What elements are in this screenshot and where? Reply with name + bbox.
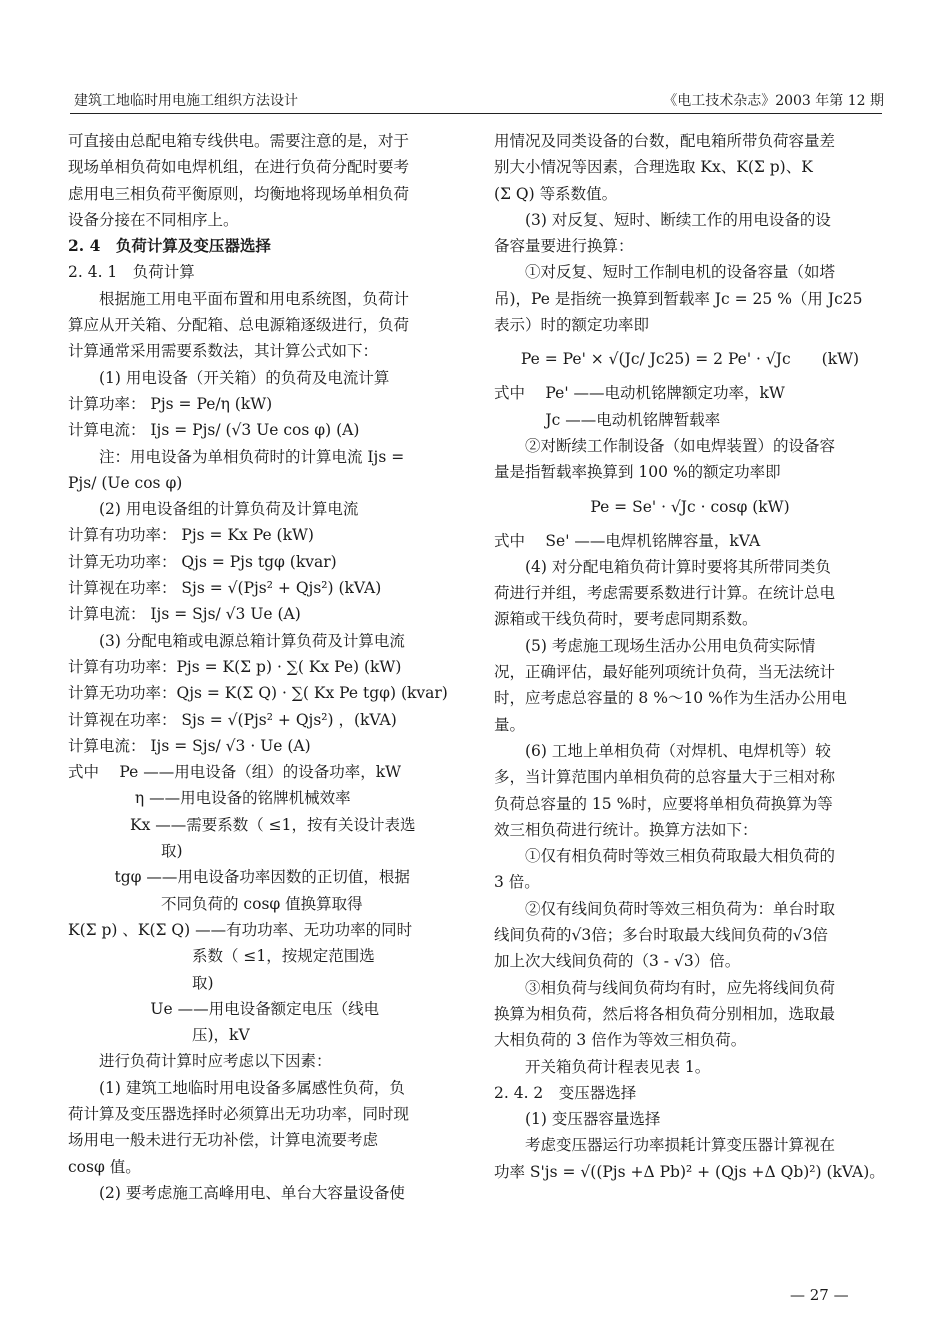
text-line: K(Σ p) 、K(Σ Q) ——有功功率、无功功率的同时 [68, 920, 413, 939]
text-line: (Σ Q) 等系数值。 [494, 184, 618, 203]
text-line: ③相负荷与线间负荷均有时，应先将线间负荷 [494, 978, 836, 997]
text-line: 2. 4 负荷计算及变压器选择 [68, 236, 271, 256]
text-line: 虑用电三相负荷平衡原则，均衡地将现场单相负荷 [68, 184, 410, 203]
text-line: 3 倍。 [494, 873, 540, 892]
text-line: 荷计算及变压器选择时必须算出无功功率，同时现 [68, 1104, 410, 1123]
text-line: 计算无功功率：Qjs = K(Σ Q) · ∑( Kx Pe tgφ) (kvar) [68, 684, 448, 703]
text-line: Pe = Se' · √Jc · cosφ (kW) [590, 497, 790, 516]
text-line: 根据施工用电平面布置和用电系统图，负荷计 [68, 289, 410, 308]
right-column [494, 128, 886, 1185]
text-line: 量是指暂载率换算到 100 %的额定功率即 [494, 463, 781, 482]
text-line: 效三相负荷进行统计。换算方法如下： [494, 820, 758, 839]
text-line: (1) 变压器容量选择 [494, 1110, 661, 1129]
text-line: 式中 Se' ——电焊机铭牌容量，kVA [494, 531, 761, 550]
text-line: (3) 分配电箱或电源总箱计算负荷及计算电流 [68, 631, 405, 650]
text-line: 现场单相负荷如电焊机组，在进行负荷分配时要考 [68, 158, 410, 177]
text-line: ①对反复、短时工作制电机的设备容量（如塔 [494, 263, 836, 282]
text-line: 设备分接在不同相序上。 [68, 210, 239, 229]
text-line: 别大小情况等因素，合理选取 Kx、K(Σ p)、K [494, 158, 813, 177]
text-line: 源箱或干线负荷时，要考虑同期系数。 [494, 610, 758, 629]
text-line: 计算视在功率： Sjs = √(Pjs² + Qjs²) ，(kVA) [68, 710, 397, 729]
text-line: 计算功率： Pjs = Pe/η (kW) [68, 394, 273, 413]
text-line: 计算无功功率： Qjs = Pjs tgφ (kvar) [68, 552, 337, 571]
text-line: 大相负荷的 3 倍作为等效三相负荷。 [494, 1031, 747, 1050]
left-column [68, 128, 460, 1206]
text-line: Pe = Pe' × √(Jc/ Jc25) = 2 Pe' · √Jc (kW) [520, 350, 860, 369]
text-line: 压)，kV [68, 1026, 250, 1045]
text-line: 2. 4. 2 变压器选择 [494, 1083, 637, 1102]
text-line: 吊)，Pe 是指统一换算到暂载率 Jc = 25 %（用 Jc25 [494, 289, 863, 308]
text-line: 计算有功功率： Pjs = Kx Pe (kW) [68, 526, 314, 545]
text-line: 况，正确评估，最好能列项统计负荷，当无法统计 [494, 663, 836, 682]
text-line: 考虑变压器运行功率损耗计算变压器计算视在 [494, 1136, 836, 1155]
text-line: 线间负荷的√3倍；多台时取最大线间负荷的√3倍 [494, 926, 828, 945]
text-line: 计算有功功率：Pjs = K(Σ p) · ∑( Kx Pe) (kW) [68, 657, 402, 676]
text-line: (1) 建筑工地临时用电设备多属感性负荷，负 [68, 1078, 405, 1097]
text-line: 场用电一般未进行无功补偿，计算电流要考虑 [68, 1131, 379, 1150]
text-line: tgφ ——用电设备功率因数的正切值，根据 [68, 868, 410, 887]
text-line: η ——用电设备的铭牌机械效率 [68, 789, 351, 808]
text-line: 计算电流： Ijs = Sjs/ √3 · Ue (A) [68, 736, 311, 755]
text-line: (3) 对反复、短时、断续工作的用电设备的设 [494, 210, 831, 229]
text-line: 开关箱负荷计程表见表 1。 [494, 1057, 711, 1076]
text-line: 系数（ ≤1，按规定范围选 [68, 947, 375, 966]
text-line: 取) [68, 842, 183, 861]
text-line: Pjs/ (Ue cos φ) [68, 473, 183, 492]
text-line: (4) 对分配电箱负荷计算时要将其所带同类负 [494, 557, 831, 576]
text-line: 进行负荷计算时应考虑以下因素： [68, 1052, 332, 1071]
text-line: Jc ——电动机铭牌暂载率 [494, 410, 721, 429]
text-line: 量。 [494, 715, 526, 734]
text-line: 算应从开关箱、分配箱、总电源箱逐级进行，负荷 [68, 316, 410, 335]
text-line: Ue ——用电设备额定电压（线电 [68, 999, 380, 1018]
text-line: 计算视在功率： Sjs = √(Pjs² + Qjs²) (kVA) [68, 579, 382, 598]
text-line: cosφ 值。 [68, 1157, 141, 1176]
text-line: (6) 工地上单相负荷（对焊机、电焊机等）较 [494, 741, 831, 760]
header-rule [70, 113, 882, 114]
text-line: 功率 S'js = √((Pjs +Δ Pb)² + (Qjs +Δ Qb)²) (kVA)。 [494, 1162, 885, 1181]
text-line: 荷进行并组，考虑需要系数进行计算。在统计总电 [494, 584, 836, 603]
text-line: 计算电流： Ijs = Sjs/ √3 Ue (A) [68, 605, 301, 624]
text-line: 式中 Pe' ——电动机铭牌额定功率，kW [494, 384, 785, 403]
text-line: 2. 4. 1 负荷计算 [68, 263, 195, 282]
text-line: Kx ——需要系数（ ≤1，按有关设计表选 [68, 815, 416, 834]
text-line: 表示）时的额定功率即 [494, 316, 650, 335]
text-line: 加上次大线间负荷的（3 - √3）倍。 [494, 952, 741, 971]
text-line: (2) 用电设备组的计算负荷及计算电流 [68, 500, 359, 519]
text-line: (2) 要考虑施工高峰用电、单台大容量设备使 [68, 1183, 405, 1202]
text-line: 时，应考虑总容量的 8 %～10 %作为生活办公用电 [494, 689, 847, 708]
text-line: 换算为相负荷，然后将各相负荷分别相加，选取最 [494, 1004, 836, 1023]
running-header-title: 建筑工地临时用电施工组织方法设计 [74, 93, 298, 109]
running-header-journal: 《电工技术杂志》2003 年第 12 期 [663, 93, 884, 109]
text-line: (1) 用电设备（开关箱）的负荷及电流计算 [68, 368, 390, 387]
text-line: 取) [68, 973, 214, 992]
text-line: 计算电流： Ijs = Pjs/ (√3 Ue cos φ) (A) [68, 421, 360, 440]
text-line: 式中 Pe ——用电设备（组）的设备功率，kW [68, 763, 402, 782]
text-line: ②仅有线间负荷时等效三相负荷为：单台时取 [494, 899, 836, 918]
text-line: 多，当计算范围内单相负荷的总容量大于三相对称 [494, 768, 836, 787]
text-line: 注：用电设备为单相负荷时的计算电流 Ijs = [68, 447, 405, 466]
text-line: 可直接由总配电箱专线供电。需要注意的是，对于 [68, 132, 410, 150]
page-number: — 27 — [790, 1286, 849, 1304]
text-line: 备容量要进行换算： [494, 237, 634, 256]
text-line: 用情况及同类设备的台数，配电箱所带负荷容量差 [494, 132, 836, 150]
text-line: 不同负荷的 cosφ 值换算取得 [68, 894, 363, 913]
text-line: ①仅有相负荷时等效三相负荷取最大相负荷的 [494, 847, 836, 866]
text-line: 负荷总容量的 15 %时，应要将单相负荷换算为等 [494, 794, 833, 813]
text-line: 计算通常采用需要系数法，其计算公式如下： [68, 342, 379, 361]
text-line: (5) 考虑施工现场生活办公用电负荷实际情 [494, 636, 816, 655]
text-line: ②对断续工作制设备（如电焊装置）的设备容 [494, 436, 836, 455]
